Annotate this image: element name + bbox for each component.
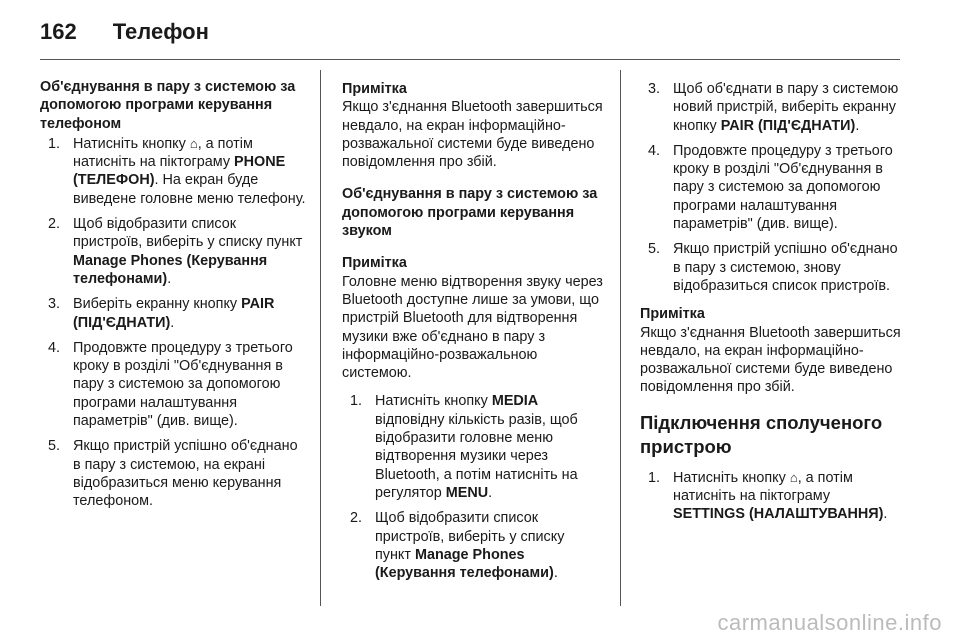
list-item: 1. Натисніть кнопку MEDIA відповідну кількість разів, щоб відобразити головне меню відтворення музики через Bluetooth, а потім натисніть на регулятор MENU. [350, 393, 578, 501]
list-item: 2. Щоб відобразити список пристроїв, виберіть у списку пункт Manage Phones (Керування телефонами). [48, 216, 303, 287]
column-divider [320, 70, 321, 606]
note-text: Головне меню відтворення звуку через Bluetooth доступне лише за умови, що пристрій Bluetooth для відтворення музики вже об'єднано в пару з інформаційно-розважальною системою. [342, 273, 603, 382]
column-2 [342, 80, 604, 589]
list-item: 4. Продовжте процедуру з третього кроку в розділі "Об'єднування в пару з системою за допомогою програми налаштування параметрів" (див. вище). [648, 142, 893, 233]
note-text: Якщо з'єднання Bluetooth завершиться невдало, на екран інформаційно-розважальної системи буде виведено повідомлення про збій. [640, 324, 901, 396]
steps-list [640, 80, 902, 295]
steps-list [640, 469, 902, 524]
home-icon: ⌂ [189, 135, 198, 151]
chapter-title: Телефон [112, 19, 209, 44]
subheading: Об'єднування в пару з системою за допомогою програми керування телефоном [40, 79, 296, 132]
list-item: 1. Натисніть кнопку ⌂, а потім натисніть на піктограму SETTINGS (НАЛАШТУВАННЯ). [648, 469, 888, 523]
note [640, 305, 902, 396]
home-icon: ⌂ [789, 469, 798, 485]
watermark: carmanualsonline.info [717, 610, 942, 635]
list-item: 3. Виберіть екранну кнопку PAIR (ПІД'ЄДНАТИ). [48, 296, 275, 331]
column-divider [620, 70, 621, 606]
page-header [40, 12, 209, 52]
note [342, 254, 604, 382]
note-text: Якщо з'єднання Bluetooth завершиться невдало, на екран інформаційно-розважальної системи буде виведено повідомлення про збій. [342, 99, 603, 171]
list-item: 1. Натисніть кнопку ⌂, а потім натисніть на піктограму PHONE (ТЕЛЕФОН). На екран буде виведене головне меню телефону. [48, 135, 306, 207]
steps-list [342, 392, 604, 582]
note [342, 80, 604, 171]
column-1 [40, 78, 308, 518]
steps-list [40, 135, 308, 511]
header-rule [40, 59, 900, 60]
list-item: 3. Щоб об'єднати в пару з системою новий пристрій, виберіть екранну кнопку PAIR (ПІД'ЄДНАТИ). [648, 81, 899, 134]
note-title: Примітка [640, 306, 705, 323]
list-item: 2. Щоб відобразити список пристроїв, виберіть у списку пункт Manage Phones (Керування телефонами). [350, 510, 565, 582]
list-item: 5. Якщо пристрій успішно об'єднано в пару з системою, на екрані відобразиться меню керування телефоном. [48, 438, 298, 510]
column-3 [640, 80, 902, 531]
list-item: 4. Продовжте процедуру з третього кроку в розділі "Об'єднування в пару з системою за допомогою програми налаштування параметрів" (див. вище). [48, 339, 293, 430]
note-title: Примітка [342, 81, 407, 97]
note-title: Примітка [342, 255, 407, 272]
subheading: Об'єднування в пару з системою за допомогою програми керування звуком [342, 186, 598, 240]
section-title: Підключення сполученого пристрою [640, 411, 883, 457]
list-item: 5. Якщо пристрій успішно об'єднано в пару з системою, знову відобразиться список пристроїв. [648, 241, 898, 294]
page-number: 162 [40, 19, 77, 44]
